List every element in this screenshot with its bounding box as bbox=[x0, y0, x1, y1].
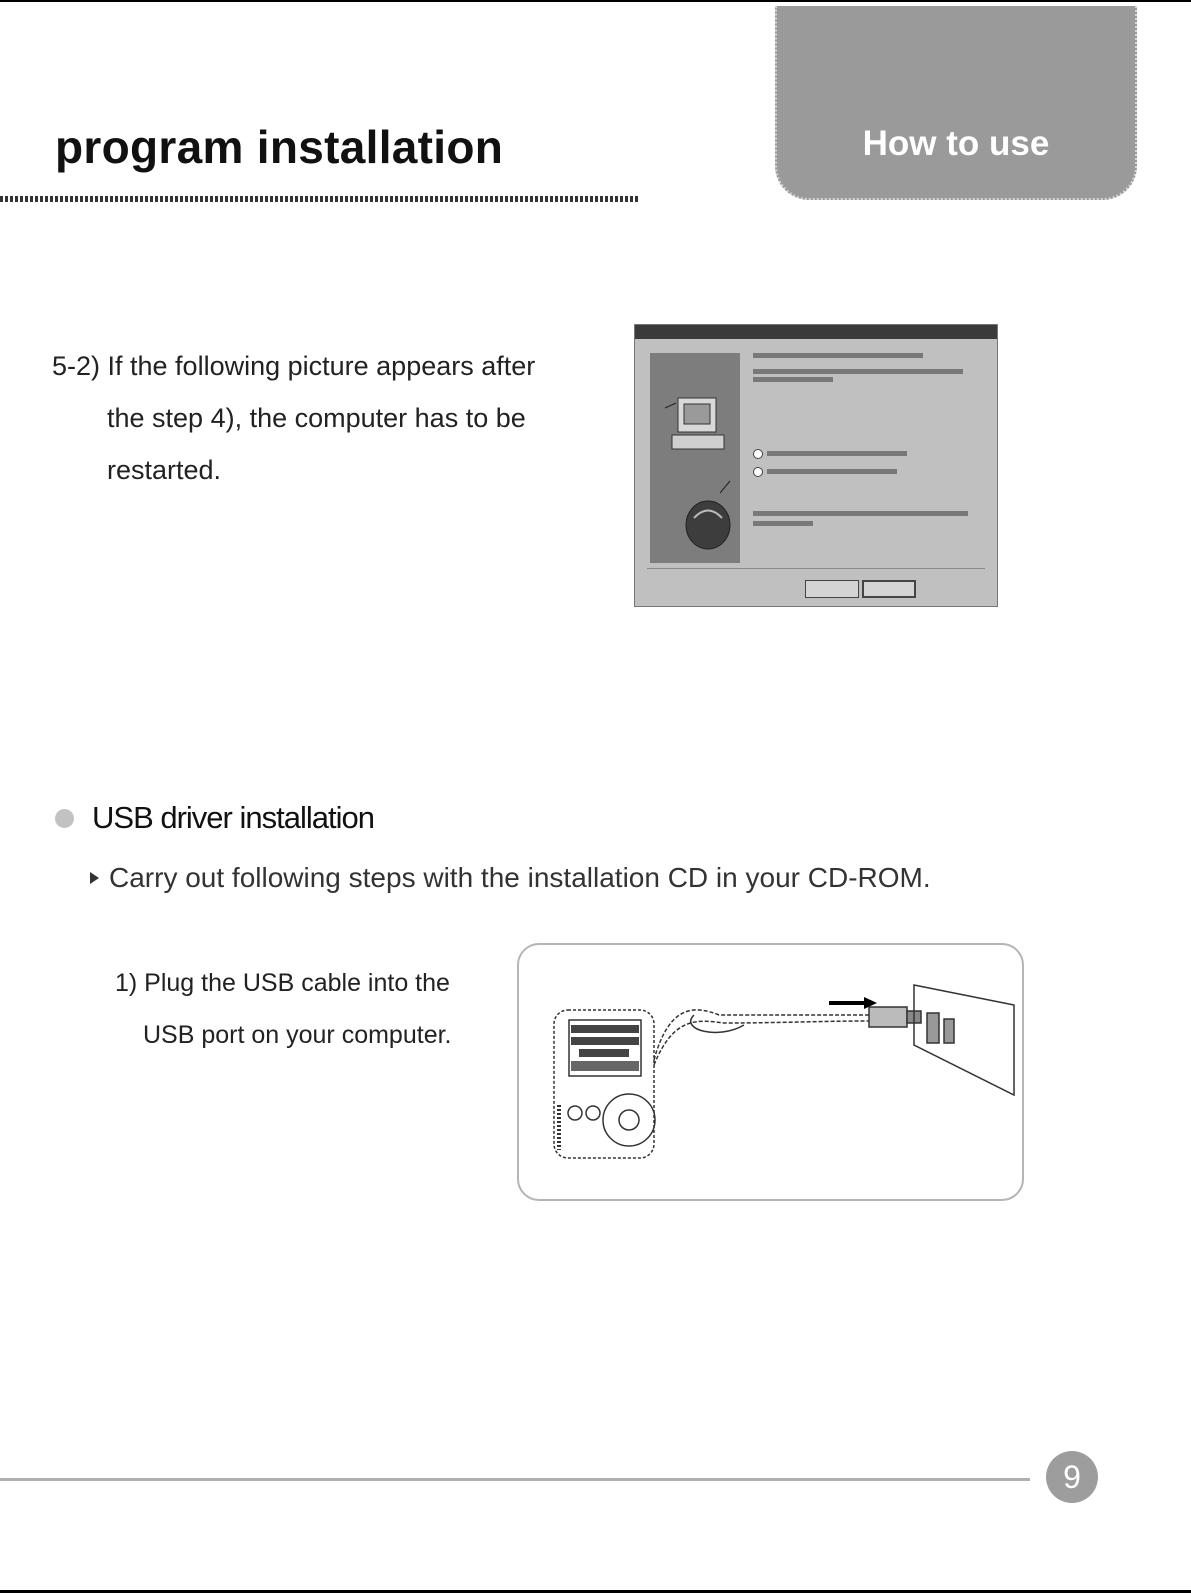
step-5-2-text bbox=[52, 340, 535, 496]
footer-rule bbox=[0, 1478, 1030, 1481]
bullet-dot-icon bbox=[55, 809, 74, 828]
setup-dialog-side-image bbox=[650, 353, 740, 563]
setup-back-button bbox=[805, 580, 859, 598]
setup-dialog-text-line bbox=[767, 451, 907, 456]
page-number-badge: 9 bbox=[1046, 1451, 1098, 1503]
step-5-2-line-2: the step 4), the computer has to be bbox=[107, 403, 526, 433]
title-dotted-rule bbox=[0, 196, 640, 202]
setup-dialog-text-line bbox=[767, 469, 897, 474]
computer-illustration-icon bbox=[650, 353, 740, 563]
step-5-2-line-3: restarted. bbox=[107, 455, 222, 485]
setup-complete-screenshot bbox=[634, 324, 998, 607]
setup-dialog-separator bbox=[647, 568, 985, 569]
setup-dialog-text-line bbox=[753, 353, 923, 358]
triangle-bullet-icon bbox=[90, 872, 99, 884]
usb-device-cable-drawing bbox=[519, 945, 1022, 1199]
setup-dialog-text-line bbox=[753, 377, 833, 382]
usb-step-1-line-1: 1) Plug the USB cable into the bbox=[115, 969, 450, 997]
setup-dialog-text-line bbox=[753, 369, 963, 374]
usb-instruction-text: Carry out following steps with the installation CD in your CD-ROM. bbox=[109, 862, 931, 893]
usb-step-1-line-2: USB port on your computer. bbox=[143, 1021, 452, 1049]
usb-section-heading bbox=[55, 800, 374, 836]
page-top-border bbox=[0, 0, 1191, 2]
usb-section-heading-text: USB driver installation bbox=[92, 800, 374, 835]
usb-instruction bbox=[90, 862, 931, 894]
setup-dialog-text-line bbox=[753, 511, 968, 516]
section-tab-label: How to use bbox=[862, 124, 1050, 163]
setup-dialog-text-line bbox=[753, 521, 813, 526]
usb-cable-illustration bbox=[517, 943, 1024, 1201]
restart-now-radio bbox=[753, 449, 763, 459]
restart-later-radio bbox=[753, 467, 763, 477]
usb-step-1 bbox=[115, 957, 451, 1061]
setup-dialog-titlebar bbox=[635, 325, 997, 339]
setup-finish-button bbox=[862, 580, 916, 598]
step-5-2-line-1: 5-2) If the following picture appears after bbox=[52, 351, 536, 381]
page-title: program installation bbox=[55, 121, 504, 173]
section-tab bbox=[775, 6, 1137, 200]
